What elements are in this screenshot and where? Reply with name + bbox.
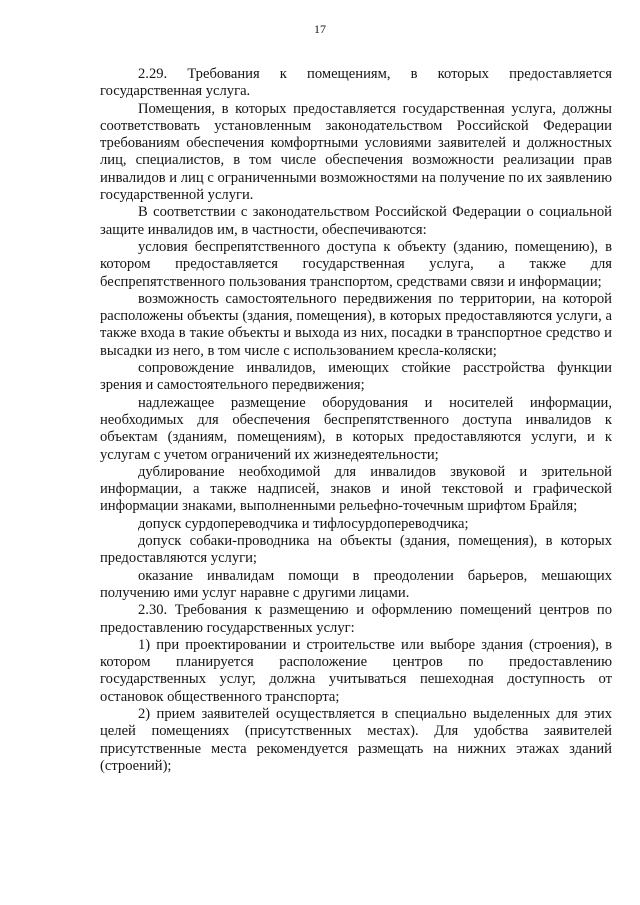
paragraph: возможность самостоятельного передвижения по территории, на которой расположены объекты (здания, помещения), в которых предоставляются услуги, а также входа в такие объекты и выхода из них, посадки в транспортное средство и высадки из него, в том числе с использованием кресла-коляски;	[100, 290, 612, 359]
paragraph: В соответствии с законодательством Российской Федерации о социальной защите инвалидов им, в частности, обеспечиваются:	[100, 204, 612, 238]
page-number: 17	[314, 22, 326, 36]
paragraph: 2) прием заявителей осуществляется в специально выделенных для этих целей помещениях (присутственных местах). Для удобства заявителей присутственные места рекомендуется размещать на нижних этажах зданий (строений);	[100, 705, 612, 774]
paragraph: Помещения, в которых предоставляется государственная услуга, должны соответствовать установленным законодательством Российской Федерации требованиям обеспечения комфортными условиями заявителей и должностных лиц, специалистов, в том числе обеспечения возможности реализации прав инвалидов и лиц с ограниченными возможностями на получение по их заявлению государственной услуги.	[100, 100, 612, 204]
paragraph: оказание инвалидам помощи в преодолении барьеров, мешающих получению ими услуг наравне с другими лицами.	[100, 567, 612, 601]
paragraph: условия беспрепятственного доступа к объекту (зданию, помещению), в котором предоставляется государственная услуга, а также для беспрепятственного пользования транспортом, средствами связи и информации;	[100, 238, 612, 290]
paragraph: допуск сурдопереводчика и тифлосурдопереводчика;	[138, 515, 469, 532]
paragraph: 1) при проектировании и строительстве или выборе здания (строения), в котором планируется расположение центров по предоставлению государственных услуг, должна учитываться пешеходная доступность от остановок общественного транспорта;	[100, 636, 612, 705]
paragraph: 2.30. Требования к размещению и оформлению помещений центров по предоставлению государственных услуг:	[100, 602, 612, 636]
document-body	[100, 66, 612, 775]
paragraph: 2.29. Требования к помещениям, в которых предоставляется государственная услуга.	[100, 66, 612, 100]
paragraph: надлежащее размещение оборудования и носителей информации, необходимых для обеспечения беспрепятственного доступа инвалидов к объектам (зданиям, помещениям), в которых предоставляются услуги, и к услугам с учетом ограничений их жизнедеятельности;	[100, 394, 612, 463]
paragraph: дублирование необходимой для инвалидов звуковой и зрительной информации, а также надписей, знаков и иной текстовой и графической информации знаками, выполненными рельефно-точечным шрифтом Брайля;	[100, 463, 612, 515]
paragraph: сопровождение инвалидов, имеющих стойкие расстройства функции зрения и самостоятельного передвижения;	[100, 360, 612, 394]
paragraph: допуск собаки-проводника на объекты (здания, помещения), в которых предоставляются услуги;	[100, 533, 612, 567]
